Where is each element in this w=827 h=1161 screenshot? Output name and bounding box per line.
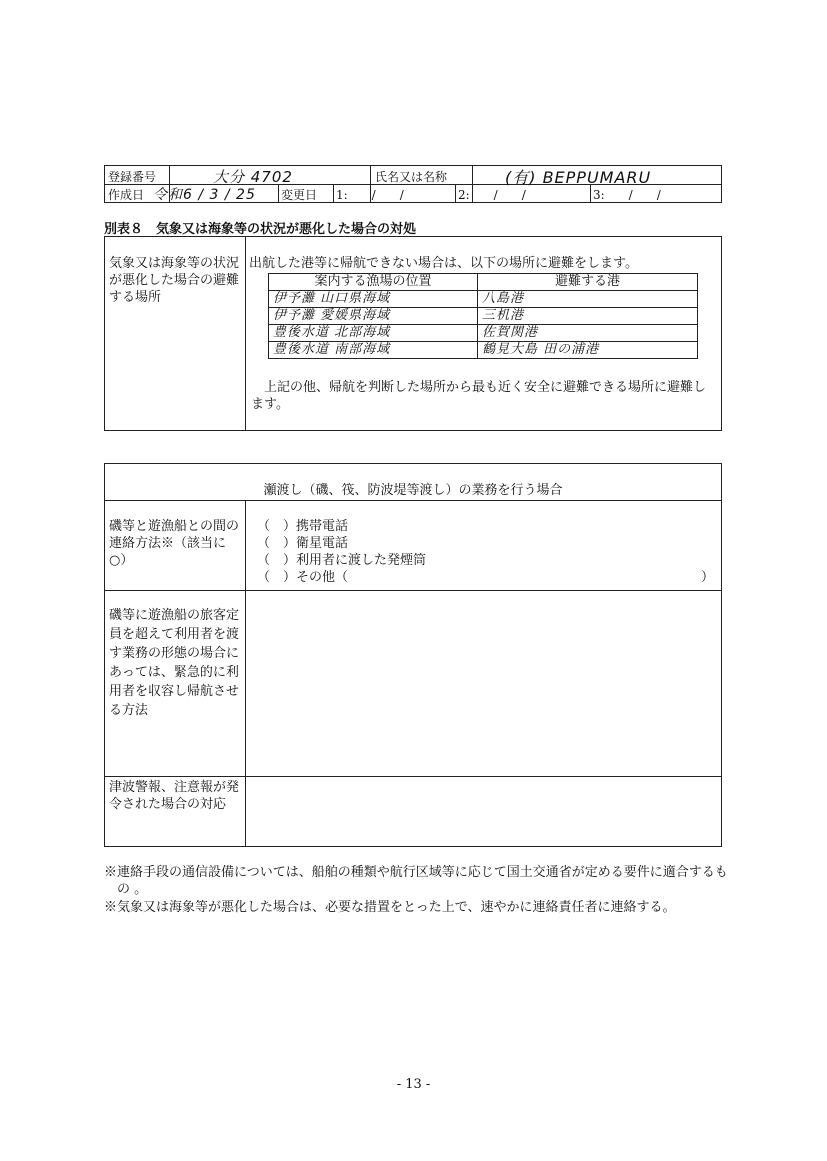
changed-3: 3: / /: [593, 188, 661, 202]
port-cell: 三机港: [478, 308, 698, 325]
evacuation-note: 上記の他、帰航を判断した場所から最も近く安全に避難できる場所に避難します。: [251, 380, 707, 412]
area-cell: 伊予灘 山口県海域: [269, 291, 478, 308]
option-satellite-phone[interactable]: （ ）衛星電話: [257, 536, 349, 551]
footnote-2: ※気象又は海象等が悪化した場合は、必要な措置をとった上で、速やかに連絡責任者に連絡する。: [104, 900, 676, 915]
section8-title: 別表８ 気象又は海象等の状況が悪化した場合の対処: [104, 222, 417, 237]
changed-2: 2: / /: [458, 188, 526, 202]
tsunami-answer-area[interactable]: [246, 777, 721, 846]
col-port-header: 避難する港: [478, 274, 698, 291]
evacuation-table: [268, 273, 698, 359]
area-cell: 豊後水道 南部海域: [269, 342, 478, 359]
name-label: 氏名又は名称: [375, 170, 448, 184]
table-row: [269, 291, 698, 308]
contact-label: 磯等と遊漁船との間の連絡方法※（該当に○）: [109, 519, 240, 568]
option-mobile-phone[interactable]: （ ）携帯電話: [257, 519, 349, 534]
changed-1: 1: / /: [336, 188, 404, 202]
port-cell: 佐賀関港: [478, 325, 698, 342]
changed-label: 変更日: [281, 188, 318, 202]
evacuation-intro: 出航した港等に帰航できない場合は、以下の場所に避難をします。: [249, 256, 638, 271]
reg-label: 登録番号: [108, 170, 157, 184]
table-row: [269, 325, 698, 342]
port-cell: 八島港: [478, 291, 698, 308]
table-row: [269, 308, 698, 325]
area-cell: 豊後水道 北部海域: [269, 325, 478, 342]
tsunami-label: 津波警報、注意報が発令された場合の対応: [109, 780, 240, 812]
contact-options: [257, 518, 426, 586]
capacity-answer-area[interactable]: [246, 591, 721, 775]
created-label: 作成日: [108, 188, 145, 202]
option-flare[interactable]: （ ）利用者に渡した発煙筒: [257, 553, 427, 568]
footnote-1: ※連絡手段の通信設備については、船舶の種類や航行区域等に応じて国土交通省が定める要件に適合するもの 。: [104, 865, 728, 897]
table-row: [269, 342, 698, 359]
option-other[interactable]: （ ）その他（: [257, 570, 349, 585]
evacuation-box: [104, 236, 722, 431]
option-other-close: ）: [701, 570, 715, 585]
area-cell: 伊予灘 愛媛県海域: [269, 308, 478, 325]
capacity-label: 磯等に遊漁船の旅客定員を超えて利用者を渡す業務の形態の場合にあっては、緊急的に利用者を収容し帰航させる方法: [109, 608, 240, 718]
port-cell: 鶴見大島 田の浦港: [478, 342, 698, 359]
created-value: 令和6 / 3 / 25: [153, 187, 256, 203]
reg-value: 大分 4702: [213, 168, 293, 186]
evacuation-label: 気象又は海象等の状況が悪化した場合の避難する場所: [109, 256, 240, 305]
registration-header: [104, 165, 722, 203]
name-value: (有) BEPPUMARU: [505, 168, 652, 187]
col-area-header: 案内する漁場の位置: [269, 274, 478, 291]
page-number: - 13 -: [396, 1077, 431, 1092]
ferry-box: [104, 463, 722, 847]
ferry-title: 瀬渡し（磯、筏、防波堤等渡し）の業務を行う場合: [263, 483, 563, 498]
